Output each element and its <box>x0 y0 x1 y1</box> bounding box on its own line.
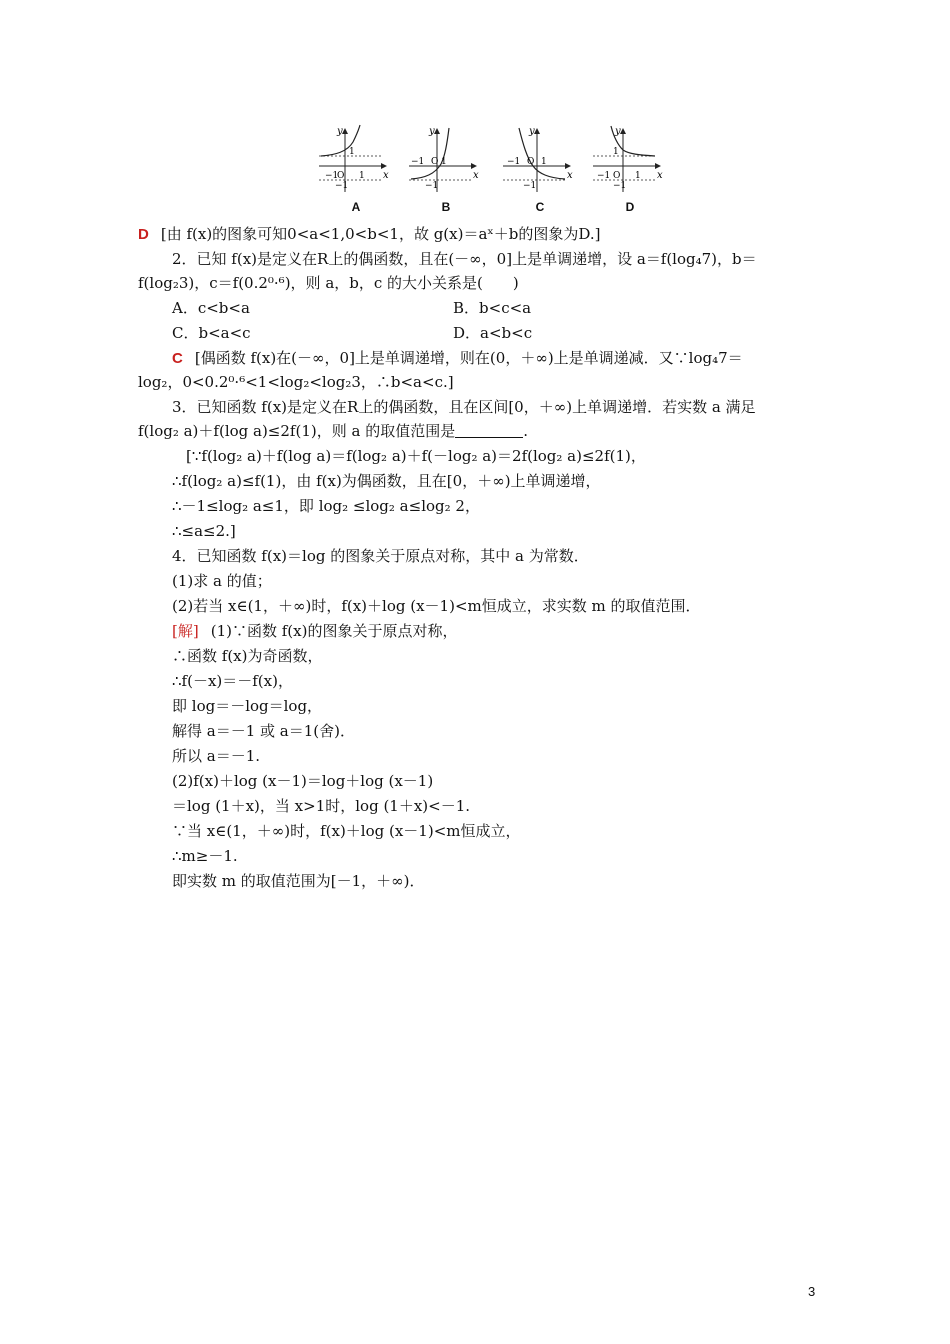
svg-text:−1: −1 <box>425 181 439 191</box>
svg-text:O: O <box>613 171 621 181</box>
graph-label: A <box>351 200 361 214</box>
svg-text:x: x <box>567 170 573 181</box>
svg-text:1: 1 <box>541 157 547 167</box>
line-text: 即实数 m 的取值范围为[－1，＋∞)． <box>172 872 425 890</box>
svg-text:x: x <box>383 170 389 181</box>
option-text: B．b<c<a <box>453 299 532 317</box>
text-line <box>138 372 950 392</box>
text-line <box>186 446 950 466</box>
line-text: ∴≤a≤2.] <box>172 522 236 540</box>
line-text: 2．已知 f(x)是定义在R上的偶函数，且在(－∞，0]上是单调递增，设 a＝f(log₄7)，b＝ <box>172 250 757 268</box>
line-text: [偶函数 f(x)在(－∞，0]上是单调递增，则在(0，＋∞)上是单调递减．又∵log₄7＝ <box>194 349 743 367</box>
text-line <box>138 224 950 245</box>
line-text: 3．已知函数 f(x)是定义在R上的偶函数，且在区间[0，＋∞)上单调递增．若实数 a 满足 <box>172 398 756 416</box>
line-text: f(log₂3)，c＝f(0.2⁰·⁶)，则 a，b，c 的大小关系是( ) <box>138 274 519 292</box>
line-text: (2)若当 x∈(1，＋∞)时，f(x)＋log (x－1)<m恒成立，求实数 m 的取值范围． <box>172 597 701 615</box>
line-text: 解得 a＝－1 或 a＝1(舍)． <box>172 722 355 740</box>
text-line <box>172 397 950 417</box>
line-text: ∴－1≤log₂ a≤1，即 log₂ ≤log₂ a≤log₂ 2， <box>172 497 480 515</box>
svg-text:−1: −1 <box>325 171 339 181</box>
line-text: log₂，0<0.2⁰·⁶<1<log₂<log₂3，∴b<a<c.] <box>138 373 454 391</box>
svg-text:1: 1 <box>613 147 619 157</box>
option-text: D．a<b<c <box>453 324 533 342</box>
text-line <box>172 721 950 741</box>
text-line <box>138 421 950 441</box>
text-line <box>172 796 950 816</box>
text-line <box>172 871 950 891</box>
graph-label: D <box>625 200 635 214</box>
line-text: [由 f(x)的图象可知0<a<1,0<b<1，故 g(x)＝aˣ＋b的图象为D.] <box>160 225 601 243</box>
svg-text:x: x <box>473 170 479 181</box>
line-text: (1)求 a 的值； <box>172 572 272 590</box>
svg-text:y: y <box>429 126 435 137</box>
text-line <box>172 571 950 591</box>
text-line <box>172 846 950 866</box>
svg-text:−1: −1 <box>507 157 521 167</box>
svg-text:O: O <box>527 157 535 167</box>
text-line <box>172 621 950 641</box>
svg-text:−1: −1 <box>523 181 537 191</box>
svg-text:−1: −1 <box>411 157 425 167</box>
page-number: 3 <box>808 1284 816 1299</box>
text-line <box>172 249 950 269</box>
line-text: ∴m≥－1. <box>172 847 238 865</box>
line-text-after: . <box>523 422 528 440</box>
text-line <box>172 696 950 716</box>
answer-tag: D <box>138 226 149 243</box>
svg-text:y: y <box>615 126 621 137</box>
function-graphs-figure <box>315 120 675 215</box>
svg-text:−1: −1 <box>335 181 349 191</box>
text-line <box>172 771 950 791</box>
svg-text:y: y <box>529 126 535 137</box>
line-text: A．c<b<a <box>172 299 250 317</box>
line-text: 即 log＝－log＝log， <box>172 697 323 715</box>
text-line <box>172 546 950 566</box>
line-text: [∵f(log₂ a)＋f(log a)＝f(log₂ a)＋f(－log₂ a)＝2f(log₂ a)≤2f(1)， <box>186 447 646 465</box>
svg-text:1: 1 <box>359 171 365 181</box>
graph-c <box>499 120 581 215</box>
graph-a-plot <box>315 120 397 198</box>
svg-text:x: x <box>657 170 663 181</box>
line-text: ∴函数 f(x)为奇函数， <box>172 647 323 665</box>
line-text: ＝log (1＋x)，当 x>1时，log (1＋x)<－1. <box>172 797 471 815</box>
answer-tag: C <box>172 350 183 367</box>
line-text: 4．已知函数 f(x)＝log 的图象关于原点对称，其中 a 为常数． <box>172 547 589 565</box>
line-text: ∴f(－x)＝－f(x)， <box>172 672 293 690</box>
line-text: ∴f(log₂ a)≤f(1)，由 f(x)为偶函数，且在[0，＋∞)上单调递增， <box>172 472 601 490</box>
text-line <box>172 596 950 616</box>
line-text: f(log₂ a)＋f(log a)≤2f(1)，则 a 的取值范围是 <box>138 422 456 440</box>
svg-text:y: y <box>337 126 343 137</box>
graph-b <box>405 120 487 215</box>
line-text: C．b<a<c <box>172 324 251 342</box>
text-line <box>172 821 950 841</box>
svg-text:O: O <box>337 171 345 181</box>
line-text: 所以 a＝－1. <box>172 747 261 765</box>
graph-c-plot <box>499 120 581 198</box>
answer-tag: [解] <box>172 622 199 640</box>
answer-blank <box>455 423 523 438</box>
graph-a <box>315 120 397 215</box>
line-text: ∵当 x∈(1，＋∞)时，f(x)＋log (x－1)<m恒成立， <box>172 822 521 840</box>
svg-text:1: 1 <box>441 157 447 167</box>
line-text: (1)∵函数 f(x)的图象关于原点对称， <box>210 622 458 640</box>
text-line <box>138 273 950 293</box>
text-line <box>172 746 950 766</box>
graph-d <box>589 120 671 215</box>
graph-label: C <box>535 200 545 214</box>
text-line <box>172 521 950 541</box>
text-line <box>172 671 950 691</box>
svg-text:−1: −1 <box>597 171 611 181</box>
svg-text:−1: −1 <box>613 181 627 191</box>
graph-label: B <box>441 200 451 214</box>
svg-text:1: 1 <box>635 171 641 181</box>
svg-text:1: 1 <box>349 147 355 157</box>
text-line <box>172 646 950 666</box>
graph-b-plot <box>405 120 487 198</box>
graph-d-plot <box>589 120 671 198</box>
svg-text:O: O <box>431 157 439 167</box>
text-line <box>172 471 950 491</box>
text-line <box>172 348 950 369</box>
text-line <box>172 496 950 516</box>
line-text: (2)f(x)＋log (x－1)＝log＋log (x－1) <box>172 772 434 790</box>
